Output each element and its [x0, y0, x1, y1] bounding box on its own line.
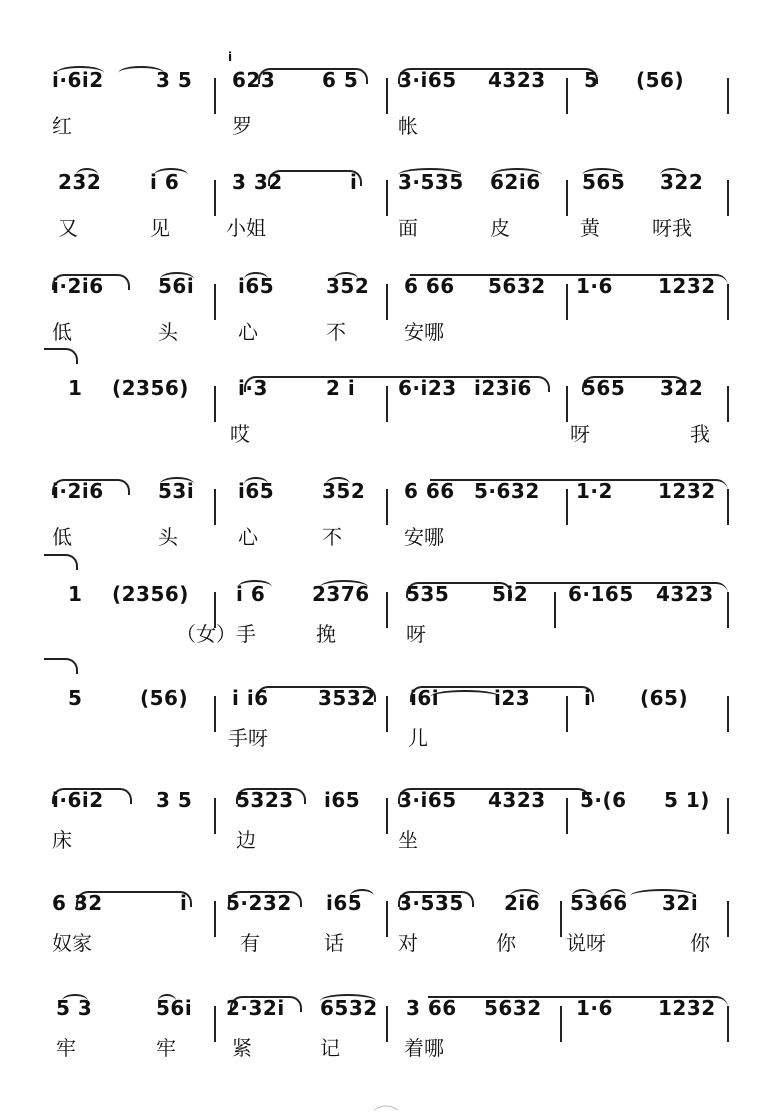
- note-group: 2 i: [326, 376, 356, 400]
- note-group: 4323: [488, 68, 546, 92]
- note-group: i·2i6: [52, 479, 104, 503]
- lyric: 罗: [232, 114, 252, 138]
- barline: [560, 1006, 562, 1042]
- lyric: 哎: [230, 422, 250, 446]
- lyric: 儿: [408, 726, 428, 750]
- barline: [386, 180, 388, 216]
- lyric: 边: [236, 828, 256, 852]
- note-group: (56): [140, 686, 189, 710]
- barline: [727, 489, 729, 525]
- barline: [214, 489, 216, 525]
- note-group: 2i6: [504, 891, 541, 915]
- barline: [214, 386, 216, 422]
- score-system-6: [0, 552, 772, 646]
- lyric: 头: [158, 320, 178, 344]
- lyric: 床: [52, 828, 72, 852]
- note-group: 6·i23: [398, 376, 457, 400]
- lyric: 不: [322, 525, 342, 549]
- barline: [214, 284, 216, 320]
- note-group: i: [180, 891, 188, 915]
- lyric: 呀: [570, 422, 590, 446]
- note-group: 6̇23: [232, 68, 276, 92]
- note-group: 352: [326, 274, 370, 298]
- lyric: （女）手: [176, 622, 256, 646]
- note-group: 5632: [484, 996, 542, 1020]
- barline: [727, 1006, 729, 1042]
- note-group: 5·(6: [580, 788, 627, 812]
- lyric: 安哪: [404, 320, 444, 344]
- note-group: 3532: [318, 686, 376, 710]
- barline: [560, 901, 562, 937]
- note-group: 3·i65: [398, 788, 457, 812]
- note-group: 5366: [570, 891, 628, 915]
- lyric: 低: [52, 320, 72, 344]
- score-system-7: [0, 656, 772, 750]
- barline: [727, 901, 729, 937]
- note-group: (65): [640, 686, 689, 710]
- score-system-9: [0, 861, 772, 955]
- barline: [566, 489, 568, 525]
- note-group: 1232: [658, 274, 716, 298]
- note-group: 1·6: [576, 274, 613, 298]
- note-group: 1·2: [576, 479, 613, 503]
- lyric: 小姐: [226, 216, 266, 240]
- note-group: 232: [58, 170, 102, 194]
- note-group: 1232: [658, 479, 716, 503]
- score-system-1: [0, 38, 772, 138]
- note-group: i: [584, 686, 592, 710]
- barline: [566, 696, 568, 732]
- lyric: 见: [150, 216, 170, 240]
- lyric: 你: [496, 931, 516, 955]
- barline: [727, 696, 729, 732]
- note-group: 6·165: [568, 582, 634, 606]
- barline: [566, 386, 568, 422]
- barline: [386, 386, 388, 422]
- lyric: 呀: [406, 622, 426, 646]
- lyric: 不: [326, 320, 346, 344]
- lyric: 我: [690, 422, 710, 446]
- note-group: 5i2: [492, 582, 529, 606]
- barline: [727, 798, 729, 834]
- note-group: i65: [324, 788, 361, 812]
- lyric: 皮: [490, 216, 510, 240]
- lyric: 心: [238, 320, 258, 344]
- note-group: 56i: [156, 996, 193, 1020]
- lyric: 低: [52, 525, 72, 549]
- note-group: 5 3: [56, 996, 93, 1020]
- lyric: 呀我: [652, 216, 692, 240]
- barline: [386, 78, 388, 114]
- barline: [727, 180, 729, 216]
- tie-end: [44, 348, 78, 364]
- score-system-8: [0, 758, 772, 852]
- note-group: i 6: [236, 582, 266, 606]
- note-group: i65: [326, 891, 363, 915]
- note-group: i65: [238, 479, 275, 503]
- note-group: 1232: [658, 996, 716, 1020]
- note-group: 3 32: [232, 170, 283, 194]
- lyric: 奴家: [52, 931, 92, 955]
- grace-note: i: [228, 50, 233, 64]
- note-group: 6 32: [52, 891, 103, 915]
- note-group: 5632: [488, 274, 546, 298]
- note-group: i·6i2: [52, 788, 104, 812]
- lyric: 安哪: [404, 525, 444, 549]
- note-group: 5·232: [226, 891, 292, 915]
- barline: [214, 1006, 216, 1042]
- note-group: 1·6: [576, 996, 613, 1020]
- note-group: 2·32i: [226, 996, 285, 1020]
- note-group: 322: [660, 170, 704, 194]
- barline: [386, 901, 388, 937]
- lyric: 记: [320, 1036, 340, 1060]
- barline: [214, 901, 216, 937]
- note-group: 5·632: [474, 479, 540, 503]
- lyric: 牢: [156, 1036, 176, 1060]
- note-group: 5: [584, 68, 599, 92]
- barline: [214, 696, 216, 732]
- lyric: 手呀: [228, 726, 268, 750]
- barline: [727, 592, 729, 628]
- note-group: (2356): [112, 376, 189, 400]
- note-group: 3·535: [398, 891, 464, 915]
- barline: [386, 1006, 388, 1042]
- lyric: 帐: [398, 114, 418, 138]
- lyric: 牢: [56, 1036, 76, 1060]
- barline: [214, 180, 216, 216]
- tie-end: [44, 658, 78, 674]
- lyric: 头: [158, 525, 178, 549]
- note-group: 565: [582, 170, 626, 194]
- lyric: 对: [398, 931, 418, 955]
- note-group: i23: [494, 686, 531, 710]
- barline: [386, 489, 388, 525]
- note-group: 1: [68, 376, 83, 400]
- lyric: 红: [52, 114, 72, 138]
- note-group: 322: [660, 376, 704, 400]
- barline: [566, 798, 568, 834]
- note-group: 4323: [488, 788, 546, 812]
- note-group: (56): [636, 68, 685, 92]
- lyric: 你: [690, 931, 710, 955]
- note-group: 2376: [312, 582, 370, 606]
- note-group: 3·i65: [398, 68, 457, 92]
- note-group: i 6: [150, 170, 180, 194]
- note-group: i23i6: [474, 376, 532, 400]
- score-system-2: [0, 140, 772, 240]
- note-group: 3 5: [156, 68, 193, 92]
- page-ornament-icon: [372, 1104, 400, 1112]
- barline: [566, 284, 568, 320]
- note-group: 5323: [236, 788, 294, 812]
- note-group: i: [350, 170, 358, 194]
- note-group: 6532: [320, 996, 378, 1020]
- lyric: 又: [58, 216, 78, 240]
- note-group: i65: [238, 274, 275, 298]
- lyric: 话: [324, 931, 344, 955]
- note-group: i·3: [238, 376, 268, 400]
- barline: [386, 284, 388, 320]
- note-group: 6 66: [404, 479, 455, 503]
- note-group: 3 5: [156, 788, 193, 812]
- lyric: 说呀: [566, 931, 606, 955]
- note-group: 1: [68, 582, 83, 606]
- score-system-10: [0, 966, 772, 1060]
- note-group: 352: [322, 479, 366, 503]
- lyric: 坐: [398, 828, 418, 852]
- note-group: (2356): [112, 582, 189, 606]
- lyric: 紧: [232, 1036, 252, 1060]
- note-group: 56i: [158, 274, 195, 298]
- note-group: 5: [68, 686, 83, 710]
- note-group: i·2i6: [52, 274, 104, 298]
- note-group: 62i6: [490, 170, 541, 194]
- lyric: 心: [238, 525, 258, 549]
- note-group: 3 66: [406, 996, 457, 1020]
- barline: [386, 592, 388, 628]
- barline: [566, 78, 568, 114]
- barline: [214, 798, 216, 834]
- barline: [566, 180, 568, 216]
- note-group: 6 66: [404, 274, 455, 298]
- barline: [386, 798, 388, 834]
- note-group: 6 5: [322, 68, 359, 92]
- barline: [386, 696, 388, 732]
- tie-end: [44, 554, 78, 570]
- barline: [214, 78, 216, 114]
- lyric: 黄: [580, 216, 600, 240]
- note-group: i i6: [232, 686, 269, 710]
- lyric: 着哪: [404, 1036, 444, 1060]
- note-group: 32i: [662, 891, 699, 915]
- barline: [727, 386, 729, 422]
- lyric: 挽: [316, 622, 336, 646]
- barline: [727, 78, 729, 114]
- note-group: i6i: [410, 686, 440, 710]
- note-group: 3·535: [398, 170, 464, 194]
- note-group: 53i: [158, 479, 195, 503]
- note-group: i·6i2: [52, 68, 104, 92]
- note-group: 535: [406, 582, 450, 606]
- note-group: 5 1): [664, 788, 710, 812]
- slur: [430, 690, 500, 704]
- note-group: 4323: [656, 582, 714, 606]
- lyric: 面: [398, 216, 418, 240]
- score-system-4: [0, 346, 772, 446]
- note-group: 565: [582, 376, 626, 400]
- score-system-5: [0, 449, 772, 549]
- lyric: 有: [240, 931, 260, 955]
- score-system-3: [0, 244, 772, 344]
- barline: [727, 284, 729, 320]
